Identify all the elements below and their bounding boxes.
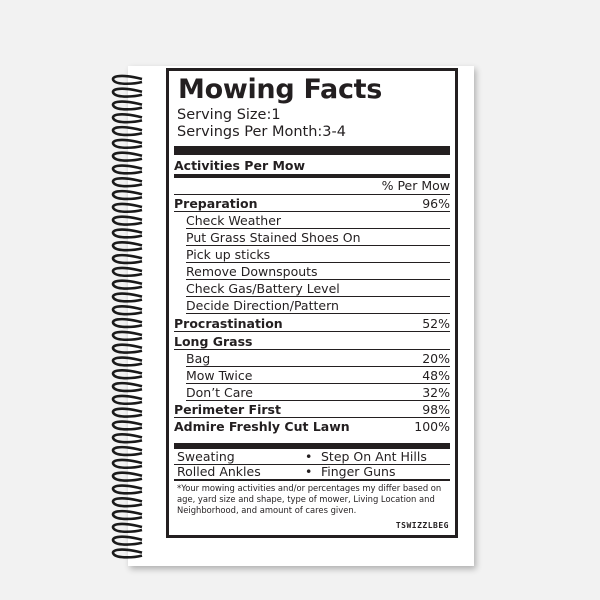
activity-row: [174, 418, 450, 435]
activity-percent: 20%: [422, 350, 450, 366]
activity-label: Bag: [186, 350, 211, 366]
coil-ring: [113, 102, 142, 110]
coil-ring: [113, 114, 142, 122]
activity-row: [186, 350, 450, 367]
coil-ring: [113, 166, 142, 174]
activity-percent: 48%: [422, 367, 450, 383]
activity-label: Check Weather: [186, 212, 282, 228]
section-header: Activities Per Mow: [174, 158, 306, 173]
coil-ring: [113, 153, 142, 161]
activity-row: [186, 297, 450, 314]
coil-ring: [113, 358, 142, 366]
activity-row: [174, 315, 450, 332]
activity-row: [186, 367, 450, 384]
extra-right-2: Finger Guns: [321, 464, 396, 479]
coil-ring: [113, 383, 142, 391]
coil-ring: [113, 76, 142, 84]
coil-ring: [113, 191, 142, 199]
coil-ring: [113, 332, 142, 340]
label-title: Mowing Facts: [178, 74, 383, 105]
coil-ring: [113, 319, 142, 327]
coil-ring: [113, 294, 142, 302]
coil-ring: [113, 434, 142, 442]
coil-ring: [113, 281, 142, 289]
activity-label: Decide Direction/Pattern: [186, 297, 339, 313]
coil-ring: [113, 268, 142, 276]
activity-label: Pick up sticks: [186, 246, 271, 262]
coil-ring: [113, 486, 142, 494]
coil-ring: [113, 345, 142, 353]
activity-label: Check Gas/Battery Level: [186, 280, 340, 296]
activity-row: [186, 280, 450, 297]
coil-ring: [113, 230, 142, 238]
coil-ring: [113, 537, 142, 545]
coil-ring: [113, 550, 142, 558]
bullet-1: •: [305, 449, 313, 464]
serving-size: Serving Size:1: [177, 107, 281, 123]
activity-label: Procrastination: [174, 315, 283, 331]
coil-ring: [113, 370, 142, 378]
activity-row: [186, 263, 450, 280]
coil-ring: [113, 422, 142, 430]
activity-row: [186, 384, 450, 401]
activity-percent: 96%: [422, 195, 450, 211]
footnote-rule: [174, 479, 450, 481]
activity-percent: 98%: [422, 401, 450, 417]
activity-row: [174, 195, 450, 212]
activity-label: Put Grass Stained Shoes On: [186, 229, 361, 245]
activity-label: Perimeter First: [174, 401, 281, 417]
coil-ring: [113, 178, 142, 186]
coil-ring: [113, 217, 142, 225]
column-header: % Per Mow: [381, 178, 450, 193]
coil-ring: [113, 242, 142, 250]
activity-label: Mow Twice: [186, 367, 253, 383]
activity-row: [186, 229, 450, 246]
coil-ring: [113, 498, 142, 506]
extra-left-1: Sweating: [177, 449, 235, 464]
extra-right-1: Step On Ant Hills: [321, 449, 427, 464]
activity-label: Long Grass: [174, 333, 253, 349]
coil-ring: [113, 127, 142, 135]
footnote: *Your mowing activities and/or percentages my differ based on age, yard size and shape, type of mower, Living Location and Neighborhood, and amount of cares given.: [177, 483, 442, 515]
spiral-binding: [108, 72, 148, 562]
activity-row: [186, 246, 450, 263]
coil-ring: [113, 447, 142, 455]
activity-row: [186, 212, 450, 229]
activity-percent: 100%: [414, 419, 450, 434]
activity-label: Admire Freshly Cut Lawn: [174, 419, 350, 434]
extra-left-2: Rolled Ankles: [177, 464, 261, 479]
activity-percent: 52%: [422, 315, 450, 331]
coil-ring: [113, 396, 142, 404]
coil-ring: [113, 140, 142, 148]
activity-percent: 32%: [422, 384, 450, 400]
coil-ring: [113, 306, 142, 314]
activity-label: Don’t Care: [186, 384, 253, 400]
thick-divider: [174, 146, 450, 155]
activity-label: Remove Downspouts: [186, 263, 318, 279]
coil-ring: [113, 473, 142, 481]
servings-per-month: Servings Per Month:3-4: [177, 124, 346, 140]
coil-ring: [113, 204, 142, 212]
coil-ring: [113, 524, 142, 532]
nutrition-label: [166, 68, 458, 538]
coil-ring: [113, 511, 142, 519]
coil-ring: [113, 460, 142, 468]
coil-ring: [113, 409, 142, 417]
coil-ring: [113, 89, 142, 97]
activity-row: [174, 333, 450, 350]
brand-signature: TSWIZZLBEG: [395, 521, 449, 530]
activity-label: Preparation: [174, 195, 258, 211]
activity-row: [174, 401, 450, 418]
coil-ring: [113, 255, 142, 263]
bullet-2: •: [305, 464, 313, 479]
